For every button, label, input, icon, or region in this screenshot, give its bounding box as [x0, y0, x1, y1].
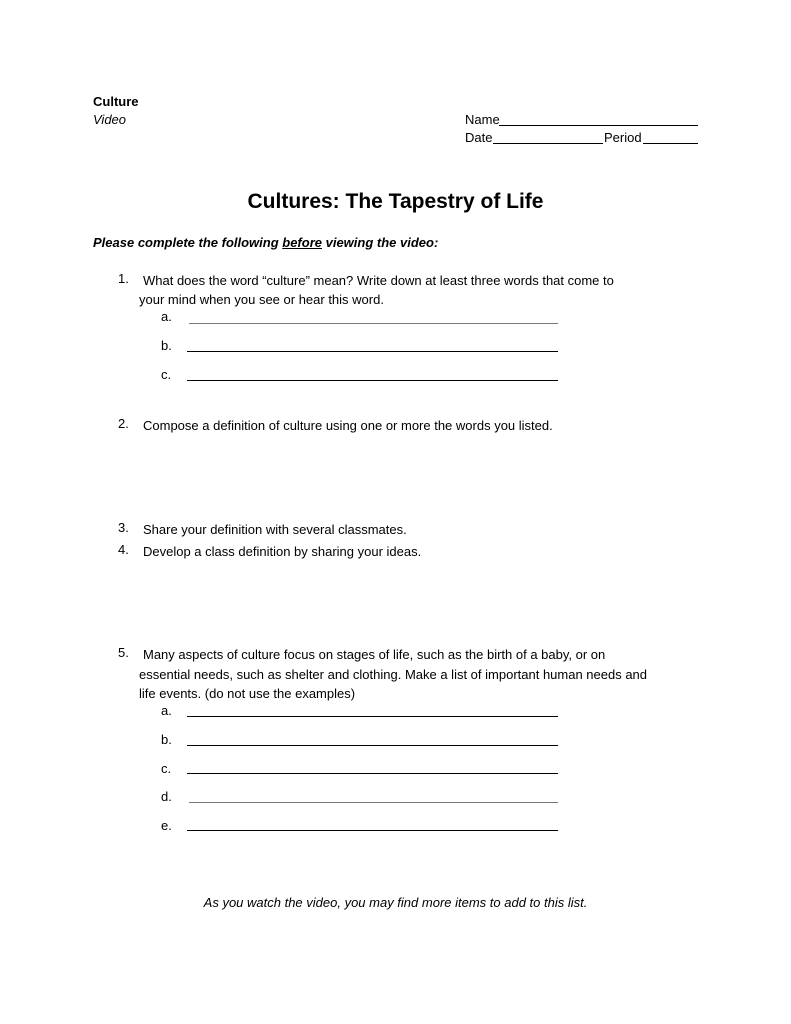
answer-5b-label: b.	[161, 732, 172, 747]
date-label: Date	[465, 130, 493, 145]
type-label: Video	[93, 112, 127, 127]
instructions	[93, 235, 438, 250]
question-5-line-2: essential needs, such as shelter and clothing. Make a list of important human needs and	[139, 667, 648, 682]
question-5-line-1: Many aspects of culture focus on stages of life, such as the birth of a baby, or on	[143, 647, 606, 662]
question-1-line-1: What does the word “culture” mean? Write down at least three words that come to	[143, 273, 614, 288]
question-3-number: 3.	[118, 520, 129, 535]
answer-5d-label: d.	[161, 789, 172, 804]
name-field-line[interactable]	[499, 125, 698, 126]
date-field-line[interactable]	[493, 143, 603, 144]
answer-5e-line[interactable]	[187, 830, 558, 831]
instructions-after: viewing the video:	[322, 235, 439, 250]
footer-note: As you watch the video, you may find more items to add to this list.	[203, 895, 588, 910]
answer-5b-line[interactable]	[187, 745, 558, 746]
page-title: Cultures: The Tapestry of Life	[247, 190, 544, 213]
question-1-number: 1.	[118, 271, 129, 286]
answer-5c-label: c.	[161, 761, 172, 776]
answer-5a-label: a.	[161, 703, 172, 718]
period-label: Period	[604, 130, 642, 145]
question-2-number: 2.	[118, 416, 129, 431]
instructions-emph: before	[282, 235, 322, 250]
question-3-line-1: Share your definition with several classmates.	[143, 522, 407, 537]
period-field-line[interactable]	[643, 143, 698, 144]
name-label: Name	[465, 112, 500, 127]
question-1-line-2: your mind when you see or hear this word.	[139, 292, 384, 307]
answer-5c-line[interactable]	[187, 773, 558, 774]
question-2-line-1: Compose a definition of culture using one or more the words you listed.	[143, 418, 553, 433]
instructions-before: Please complete the following	[93, 235, 283, 250]
answer-1b-line[interactable]	[187, 351, 558, 352]
question-4-number: 4.	[118, 542, 129, 557]
answer-1a-line[interactable]	[189, 323, 558, 324]
answer-1b-label: b.	[161, 338, 172, 353]
course-label: Culture	[93, 94, 139, 109]
answer-5e-label: e.	[161, 818, 172, 833]
answer-5a-line[interactable]	[187, 716, 558, 717]
answer-5d-line[interactable]	[189, 802, 558, 803]
question-5-line-3: life events. (do not use the examples)	[139, 686, 356, 701]
answer-1c-line[interactable]	[187, 380, 558, 381]
question-5-number: 5.	[118, 645, 129, 660]
answer-1a-label: a.	[161, 309, 172, 324]
question-4-line-1: Develop a class definition by sharing your ideas.	[143, 544, 422, 559]
answer-1c-label: c.	[161, 367, 172, 382]
